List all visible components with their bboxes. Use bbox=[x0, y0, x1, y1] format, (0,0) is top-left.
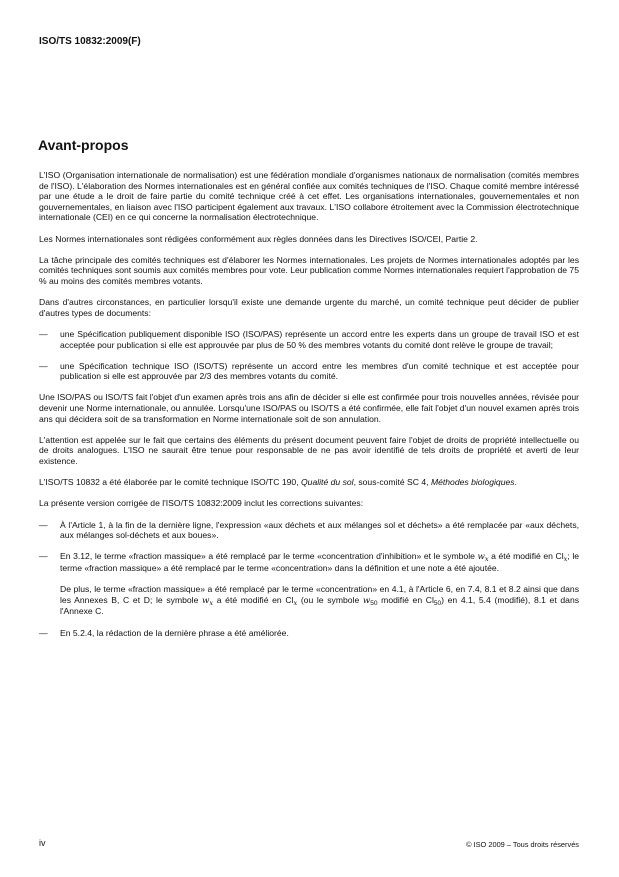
paragraph-prepared-by bbox=[39, 477, 579, 488]
paragraph-corrections-intro: La présente version corrigée de l'ISO/TS 10832:2009 inclut les corrections suivantes: bbox=[39, 498, 364, 509]
subcommittee-title: Méthodes biologiques bbox=[430, 477, 515, 488]
committee-title: Qualité du sol bbox=[301, 477, 354, 488]
page-number: iv bbox=[39, 838, 46, 848]
correction-text: À l'Article 1, à la fin de la dernière ligne, l'expression «aux déchets et aux mélanges sol et déchets» a été remplacée par «aux déchets, aux mélanges sol-déchets et aux boues». bbox=[60, 519, 579, 541]
prepared-by-text: . bbox=[514, 477, 517, 488]
list-item bbox=[39, 361, 579, 382]
page-title: Avant-propos bbox=[38, 137, 129, 153]
prepared-by-text: , sous-comité SC 4, bbox=[353, 477, 431, 488]
list-item-text: une Spécification publiquement disponible ISO (ISO/PAS) représente un accord entre les experts dans un groupe de travail ISO et est acceptée pour publication si elle est approuvée par plus de 50 % des membres votants du comité dont relève le groupe de travail; bbox=[60, 328, 579, 350]
dash-marker: — bbox=[39, 328, 48, 339]
document-id: ISO/TS 10832:2009(F) bbox=[39, 36, 141, 47]
list-item-text: une Spécification technique ISO (ISO/TS) représente un accord entre les membres d'un comité technique et est acceptée pour publication si elle est approuvée par 2/3 des membres votants du comité. bbox=[60, 360, 579, 382]
dash-marker: — bbox=[39, 360, 48, 371]
correction-text: En 3.12, le terme «fraction massique» a été remplacé par le terme «concentration d'inhibition» et le symbole $w_x$ a été modifié en $Cl_x$; le terme «fraction massique» a été remplacé par le terme «concentration» dans la définition et une note a été ajoutée. bbox=[60, 551, 580, 573]
list-item bbox=[39, 329, 579, 350]
paragraph-iso-intro: L'ISO (Organisation internationale de normalisation) est une fédération mondiale d'organismes nationaux de normalisation (comités membres de l'ISO). L'élaboration des Normes internationales est en général confiée aux comités techniques de l'ISO. Chaque comité membre intéressé par une étude a le droit de faire partie du comité technique créé à cet effet. Les organisations internationales, gouvernementales et non gouvernementales, en liaison avec l'ISO participent également aux travaux. L'ISO collabore étroitement avec la Commission électrotechnique internationale (CEI) en ce qui concerne la normalisation électrotechnique. bbox=[39, 170, 579, 223]
list-item bbox=[39, 551, 579, 573]
dash-marker: — bbox=[39, 519, 48, 530]
list-item bbox=[39, 520, 579, 541]
correction-continuation: De plus, le terme «fraction massique» a été remplacé par le terme «concentration» en 4.1, à l'Article 6, en 7.4, 8.1 et 8.2 ainsi que dans les Annexes B, C et D; le symbole $w_x$ a été modifié en $Cl_x$ (ou le symbole $w_{50}$ modifié en $Cl_{50}$) en 4.1, 5.4 (modifié), 8.1 et dans l'Annexe C. bbox=[60, 584, 580, 617]
paragraph-patent-rights: L'attention est appelée sur le fait que certains des éléments du présent document peuvent faire l'objet de droits de propriété intellectuelle ou de droits analogues. L'ISO ne saurait être tenue pour responsable de ne pas avoir identifié de tels droits de propriété et averti de leur existence. bbox=[39, 434, 579, 467]
body-text bbox=[39, 170, 579, 649]
paragraph-technical-committees: La tâche principale des comités techniques est d'élaborer les Normes internationales. Les projets de Normes internationales adoptés par les comités techniques sont soumis aux comités membres pour vote. Leur publication comme Normes internationales requiert l'approbation de 75 % au moins des comités membres votants. bbox=[39, 254, 579, 286]
paragraph-review: Une ISO/PAS ou ISO/TS fait l'objet d'un examen après trois ans afin de décider si elle est confirmée pour trois nouvelles années, révisée pour devenir une Norme internationale, ou annulée. Lorsqu'une ISO/PAS ou ISO/TS a été confirmée, elle fait l'objet d'un nouvel examen après trois ans qui décidera soit de sa transformation en Norme internationale soit de son annulation. bbox=[39, 392, 579, 424]
list-item bbox=[39, 628, 579, 639]
correction-text: En 5.2.4, la rédaction de la dernière phrase a été améliorée. bbox=[60, 627, 289, 638]
prepared-by-text: L'ISO/TS 10832 a été élaborée par le comité technique ISO/TC 190, bbox=[39, 477, 301, 488]
dash-marker: — bbox=[39, 551, 48, 562]
copyright-notice: © ISO 2009 – Tous droits réservés bbox=[466, 840, 579, 849]
paragraph-directives: Les Normes internationales sont rédigées conformément aux règles données dans les Directives ISO/CEI, Partie 2. bbox=[39, 233, 478, 244]
paragraph-other-circumstances: Dans d'autres circonstances, en particulier lorsqu'il existe une demande urgente du marché, un comité technique peut décider de publier d'autres types de documents: bbox=[39, 297, 579, 318]
dash-marker: — bbox=[39, 627, 48, 638]
